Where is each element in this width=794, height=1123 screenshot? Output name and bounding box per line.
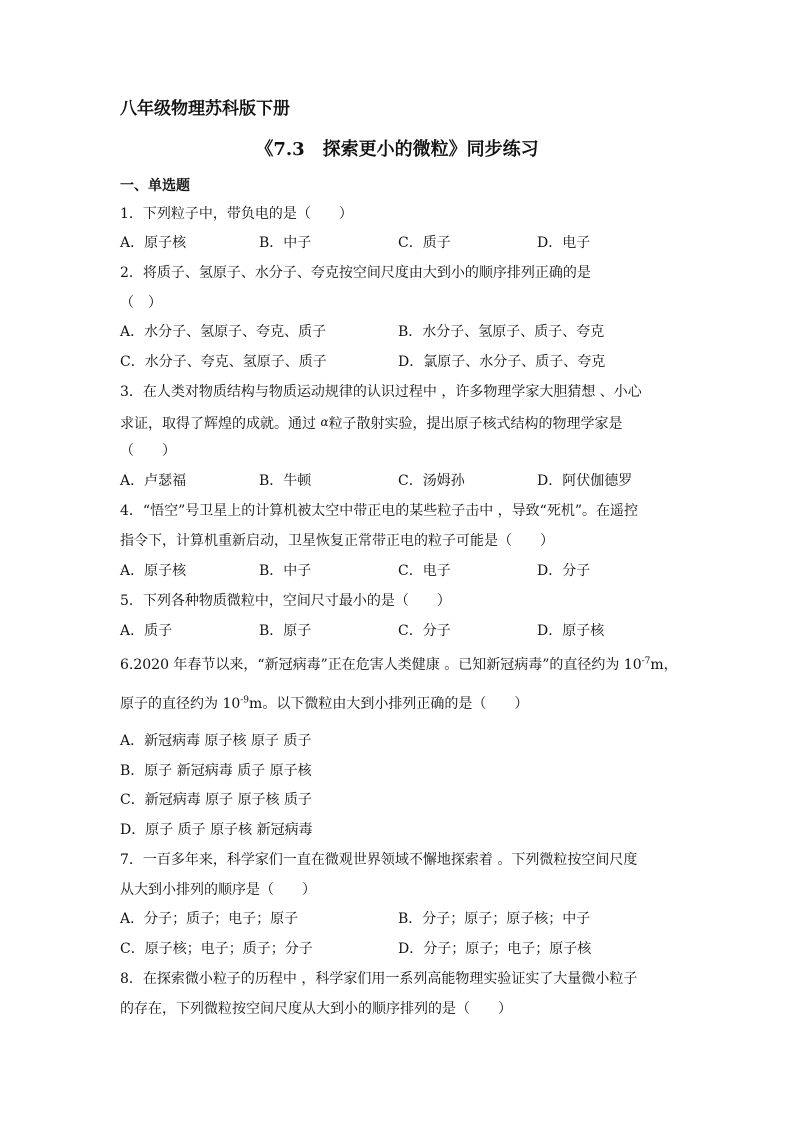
question-7-stem: 7．一百多年来，科学家们一直在微观世界领域不懈地探索着 。下列微粒按空间尺度 [120, 852, 638, 868]
question-7-option-b: B．分子；原子；原子核；中子 [398, 911, 591, 927]
question-1-stem: 1．下列粒子中，带负电的是（ ） [120, 206, 353, 222]
question-4-stem: 4．“悟空”号卫星上的计算机被太空中带正电的某些粒子击中 ，导致“死机”。在遥控 [120, 503, 638, 519]
question-2-stem: 2．将质子、氢原子、水分子、夸克按空间尺度由大到小的顺序排列正确的是 [120, 265, 591, 281]
question-1-option-d: D．电子 [537, 235, 591, 251]
question-4-option-c: C．电子 [398, 563, 451, 579]
question-5-stem: 5．下列各种物质微粒中，空间尺寸最小的是（ ） [120, 593, 451, 609]
question-6-option-a: A．新冠病毒 原子核 原子 质子 [120, 733, 312, 749]
question-4-option-d: D．分子 [537, 563, 591, 579]
question-6-stem-part-d: m。以下微粒由大到小排列正确的是（ ） [249, 696, 529, 712]
question-6-stem-part-a: 6.2020 年春节以来，“新冠病毒”正在危害人类健康 。已知新冠病毒”的直径约为 10 [120, 657, 642, 673]
question-2-stem-cont: （ ） [120, 295, 162, 311]
question-4-option-b: B．中子 [259, 563, 312, 579]
question-2-option-b: B．水分子、氢原子、质子、夸克 [398, 324, 605, 340]
question-3-stem-cont [120, 412, 623, 434]
question-5-option-b: B．原子 [259, 623, 312, 639]
question-3-stem-part-b: 粒子散射实验，提出原子核式结构的物理学家是 [328, 416, 623, 432]
question-7-option-a: A．分子；质子；电子；原子 [120, 911, 299, 927]
question-6-option-c: C．新冠病毒 原子 原子核 质子 [120, 792, 313, 808]
question-7-stem-cont: 从大到小排列的顺序是（ ） [120, 882, 316, 898]
question-3-stem-part-a: 求证，取得了辉煌的成就。通过 [120, 416, 321, 432]
question-3-stem: 3．在人类对物质结构与物质运动规律的认识过程中 ，许多物理学家大胆猜想 、小心 [120, 384, 642, 400]
question-6-stem-cont [120, 694, 528, 714]
question-3-option-b: B．牛顿 [259, 473, 312, 489]
document-header: 八年级物理苏科版下册 [120, 99, 290, 119]
question-7-option-d: D．分子；原子；电子；原子核 [398, 941, 592, 957]
question-5-option-c: C．分子 [398, 623, 451, 639]
alpha-symbol: α [320, 415, 329, 429]
question-7-option-c: C．原子核；电子；质子；分子 [120, 941, 313, 957]
question-6-option-b: B．原子 新冠病毒 质子 原子核 [120, 763, 312, 779]
question-8-stem: 8．在探索微小粒子的历程中 ，科学家们用一系列高能物理实验证实了大量微小粒子 [120, 971, 638, 987]
section-heading: 一、单选题 [120, 178, 190, 194]
question-3-stem-end: （ ） [120, 443, 176, 459]
question-1-option-b: B．中子 [259, 235, 312, 251]
question-4-option-a: A．原子核 [120, 563, 187, 579]
question-6-stem-part-b: m， [650, 657, 678, 673]
question-3-option-c: C．汤姆孙 [398, 473, 465, 489]
question-3-option-a: A．卢瑟福 [120, 473, 187, 489]
question-6-stem [120, 655, 678, 675]
document-title: 《7.3 探索更小的微粒》同步练习 [255, 139, 539, 160]
question-2-option-d: D．氯原子、水分子、质子、夸克 [398, 354, 606, 370]
question-6-option-d: D．原子 质子 原子核 新冠病毒 [120, 822, 313, 838]
exponent-1: -7 [641, 656, 651, 667]
question-8-stem-cont: 的存在，下列微粒按空间尺度从大到小的顺序排列的是（ ） [120, 1001, 512, 1017]
exponent-2: -9 [240, 695, 250, 706]
question-1-option-a: A．原子核 [120, 235, 187, 251]
question-1-option-c: C．质子 [398, 235, 451, 251]
question-2-option-c: C．水分子、夸克、氢原子、质子 [120, 354, 327, 370]
question-3-option-d: D．阿伏伽德罗 [537, 473, 633, 489]
question-4-stem-cont: 指令下，计算机重新启动，卫星恢复正常带正电的粒子可能是（ ） [120, 533, 554, 549]
question-5-option-a: A．质子 [120, 623, 173, 639]
question-2-option-a: A．水分子、氢原子、夸克、质子 [120, 324, 327, 340]
question-5-option-d: D．原子核 [537, 623, 605, 639]
question-6-stem-part-c: 原子的直径约为 10 [120, 696, 241, 712]
